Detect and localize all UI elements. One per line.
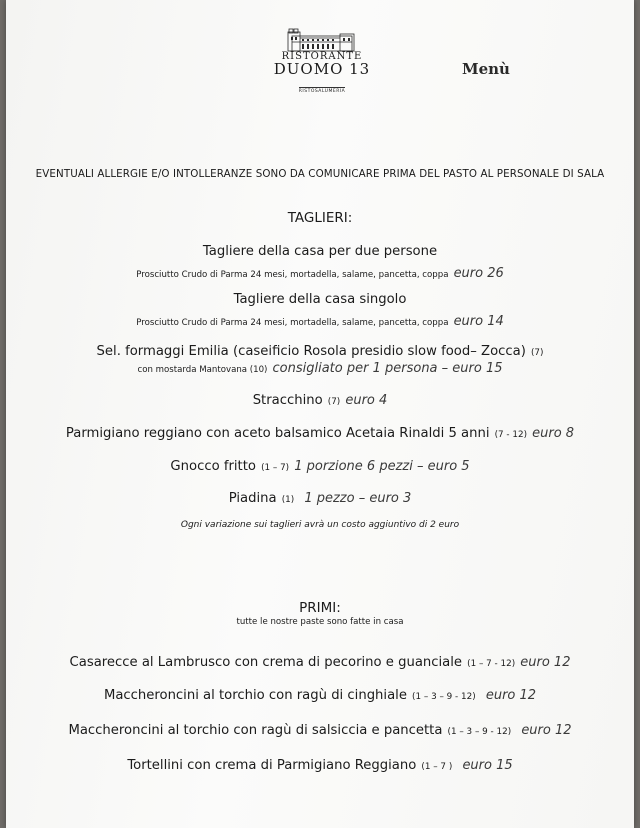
menu-item-price: consigliato per 1 persona – euro 15	[272, 361, 503, 376]
menu-item-desc-row	[6, 310, 634, 329]
section-heading-primi: PRIMI:	[299, 600, 341, 616]
menu-item-price: euro 8	[532, 426, 575, 441]
menu-item-row	[6, 487, 634, 506]
menu-item-price: euro 12	[521, 723, 572, 738]
primi-subheading: tutte le nostre paste sono fatte in casa	[236, 617, 404, 627]
menu-item-desc-row	[6, 357, 634, 376]
menu-item-price: euro 12	[520, 655, 571, 670]
menu-item-price: euro 26	[453, 266, 504, 281]
menu-item-name: Tortellini con crema di Parmigiano Reggiano	[127, 758, 417, 773]
menu-item-name: Stracchino	[252, 393, 323, 408]
menu-item-row	[6, 719, 634, 738]
menu-item-desc: Prosciutto Crudo di Parma 24 mesi, mortadella, salame, pancetta, coppa	[136, 270, 449, 280]
menu-item-row	[6, 422, 634, 441]
menu-item-desc-row	[6, 262, 634, 281]
menu-item-allergens: (1 – 7)	[261, 463, 290, 473]
menu-item-allergens: (7)	[530, 348, 544, 358]
menu-item-name: Piadina	[228, 491, 277, 506]
menu-item-name: Tagliere della casa per due persone	[202, 244, 438, 259]
menu-item-row	[6, 651, 634, 670]
logo-line-ristosalumeria: RISTOSALUMERIA	[298, 89, 346, 94]
menu-item-row	[6, 455, 634, 474]
restaurant-logo	[272, 28, 372, 96]
menu-item-row	[6, 389, 634, 408]
menu-item-price: 1 pezzo – euro 3	[304, 491, 412, 506]
menu-item-desc: con mostarda Mantovana (10)	[137, 365, 268, 375]
menu-item-allergens: (1)	[281, 495, 295, 505]
menu-item-name: Parmigiano reggiano con aceto balsamico Acetaia Rinaldi 5 anni	[65, 426, 490, 441]
menu-item-allergens: (1 – 3 – 9 - 12)	[447, 727, 512, 737]
menu-item-price: 1 porzione 6 pezzi – euro 5	[294, 459, 470, 474]
menu-item-name: Maccheroncini al torchio con ragù di cinghiale	[103, 688, 407, 703]
menu-item-allergens: (7)	[327, 397, 341, 407]
building-logo-icon	[286, 28, 358, 52]
menu-item-row	[6, 684, 634, 703]
menu-item-name: Casarecce al Lambrusco con crema di pecorino e guanciale	[69, 655, 463, 670]
logo-line-ristorante: RISTORANTE	[281, 51, 363, 62]
menu-item-desc: Prosciutto Crudo di Parma 24 mesi, mortadella, salame, pancetta, coppa	[136, 318, 449, 328]
menu-item-price: euro 4	[345, 393, 388, 408]
menu-item-allergens: (1 – 3 – 9 - 12)	[412, 692, 476, 702]
menu-item-price: euro 15	[462, 758, 513, 773]
menu-item-allergens: (7 - 12)	[494, 430, 528, 440]
menu-item-name: Tagliere della casa singolo	[233, 292, 407, 307]
taglieri-variation-note: Ogni variazione sui taglieri avrà un costo aggiuntivo di 2 euro	[180, 520, 460, 530]
menu-item-allergens: (1 – 7 - 12)	[467, 659, 516, 669]
menu-item-name: Maccheroncini al torchio con ragù di salsiccia e pancetta	[68, 723, 443, 738]
menu-item-name: Sel. formaggi Emilia (caseificio Rosola presidio slow food– Zocca)	[96, 344, 526, 359]
menu-item-allergens: (1 – 7 )	[421, 762, 453, 772]
logo-line-duomo: DUOMO 13	[273, 60, 371, 78]
menu-item-row	[6, 754, 634, 773]
menu-title: Menù	[462, 60, 510, 78]
menu-page	[6, 0, 634, 828]
allergy-notice: EVENTUALI ALLERGIE E/O INTOLLERANZE SONO DA COMUNICARE PRIMA DEL PASTO AL PERSONALE DI SALA	[35, 168, 605, 180]
menu-item-name: Gnocco fritto	[170, 459, 256, 474]
section-heading-taglieri: TAGLIERI:	[287, 210, 353, 226]
menu-item-price: euro 14	[453, 314, 504, 329]
menu-item-price: euro 12	[485, 688, 537, 703]
